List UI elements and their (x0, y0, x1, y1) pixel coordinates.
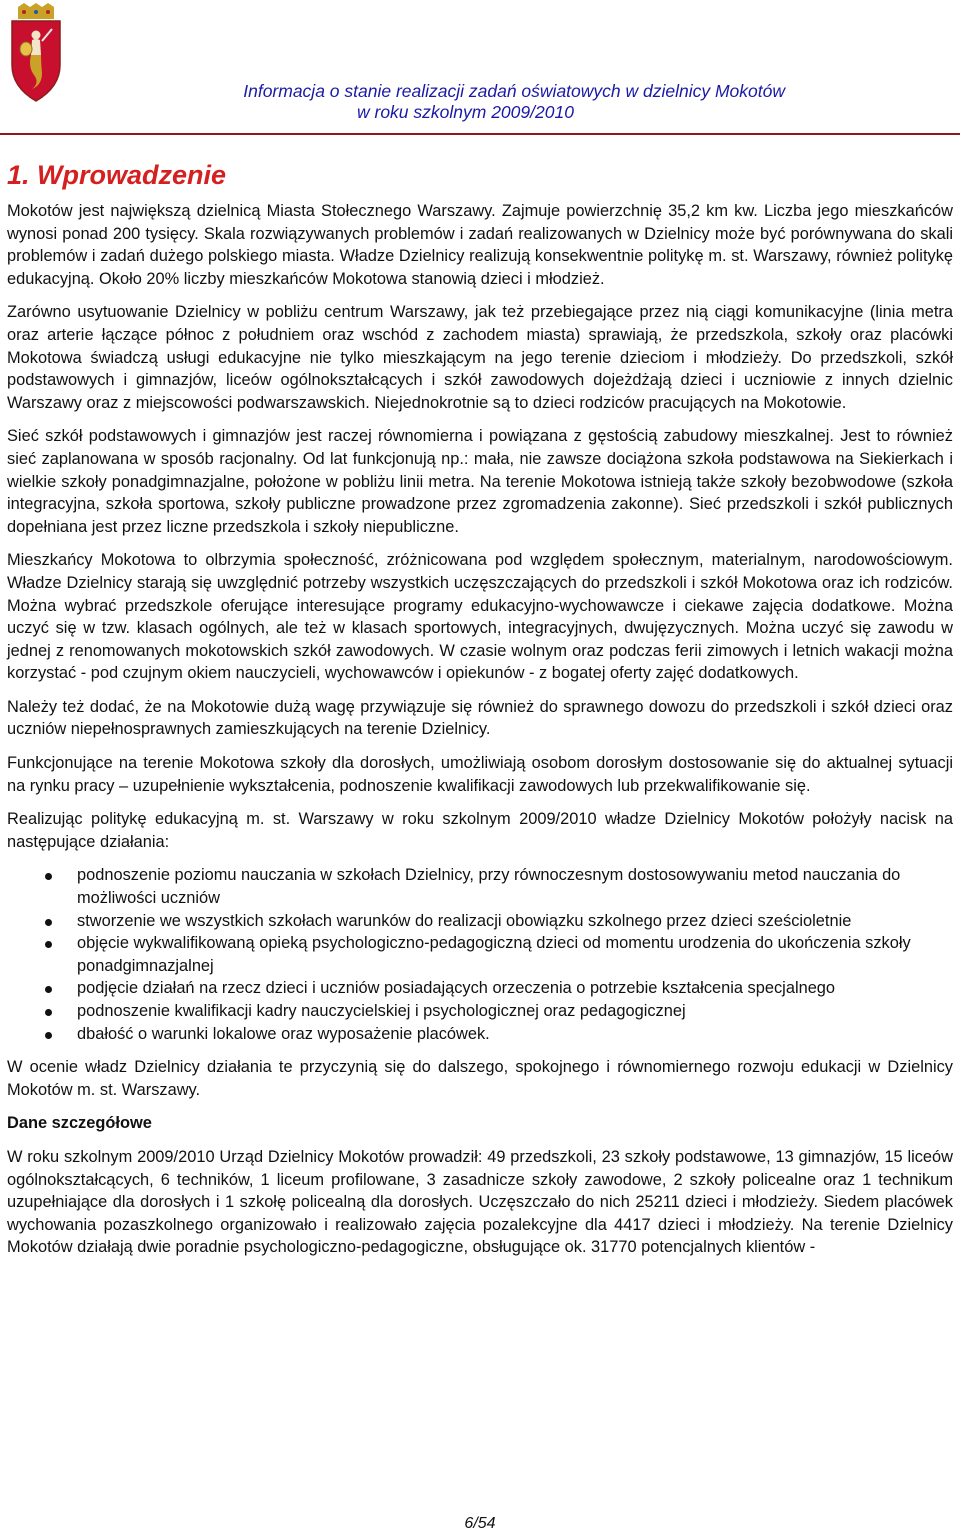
list-item (77, 1023, 953, 1046)
bullet-icon (45, 1009, 52, 1016)
list-item-text: podnoszenie kwalifikacji kadry nauczycielskiej i psychologicznej oraz pedagogicznej (77, 1002, 686, 1020)
bullet-icon (45, 986, 52, 993)
bullet-icon (45, 1032, 52, 1039)
list-item-text: objęcie wykwalifikowaną opieką psychologiczno-pedagogiczną dzieci od momentu urodzenia do ukończenia szkoły ponadgimnazjalnej (77, 934, 911, 975)
list-item (77, 864, 953, 909)
list-item (77, 910, 953, 933)
list-item-text: dbałość o warunki lokalowe oraz wyposażenie placówek. (77, 1024, 490, 1043)
paragraph: Zarówno usytuowanie Dzielnicy w pobliżu centrum Warszawy, jak też przebiegające przez nią ciągi komunikacyjne (linia metra oraz arterie łączące północ z południem oraz wschód z zachodem miasta) sprawiają, że przedszkola, szkoły oraz placówki Mokotowa świadczą usługi edukacyjne nie tylko mieszkającym na jego terenie dzieciom i młodzieży. Do przedszkoli, szkół podstawowych i gimnazjów, liceów ogólnokształcących i szkół zawodowych dojeżdżają dzieci i uczniowie z innych dzielnic Warszawy oraz z miejscowości podwarszawskich. Niejednokrotnie są to dzieci rodziców pracujących na Mokotowie. (7, 303, 953, 412)
warsaw-coat-of-arms-icon (8, 3, 64, 107)
action-list (7, 864, 953, 1045)
list-item-text: stworzenie we wszystkich szkołach warunków do realizacji obowiązku szkolnego przez dzieci sześcioletnie (77, 911, 852, 930)
page-number: 6/54 (464, 1515, 496, 1532)
list-item (77, 977, 953, 1000)
details-paragraph: W roku szkolnym 2009/2010 Urząd Dzielnicy Mokotów prowadził: 49 przedszkoli, 23 szkoły podstawowe, 13 gimnazjów, 15 liceów ogólnokształcących, 6 techników, 1 liceum profilowane, 3 zasadnicze szkoły zawodowe, 2 szkoły policealne oraz 1 technikum uzupełniające dla dorosłych i 1 szkołę policealną dla dorosłych. Uczęszczało do nich 25211 dzieci i młodzieży. Siedem placówek wychowania pozaszkolnego organizowało i realizowało zajęcia pozalekcyjne dla 4417 dzieci i młodzieży. Na terenie Dzielnicy Mokotów działają dwie poradnie psychologiczno-pedagogiczne, obsługujące ok. 31770 potencjalnych klientów - (7, 1147, 953, 1257)
header-divider (0, 133, 960, 135)
document-title: Informacja o stanie realizacji zadań oświatowych w dzielnicy Mokotów (243, 81, 785, 101)
list-item (77, 932, 953, 977)
paragraph: Należy też dodać, że na Mokotowie dużą wagę przywiązuje się również do sprawnego dowozu do przedszkoli i szkół dzieci oraz uczniów niepełnosprawnych zamieszkujących na terenie Dzielnicy. (7, 697, 953, 739)
main-content (7, 200, 953, 1270)
list-item-text: podnoszenie poziomu nauczania w szkołach Dzielnicy, przy równoczesnym dostosowywaniu metod nauczania do możliwości uczniów (77, 866, 901, 908)
paragraph: Mokotów jest największą dzielnicą Miasta Stołecznego Warszawy. Zajmuje powierzchnię 35,2 km kw. Liczba jego mieszkańców wynosi ponad 200 tysięcy. Skala rozwiązywanych problemów i zadań realizowanych w Dzielnicy może być porównywana do skali problemów i zadań dużego polskiego miasta. Władze Dzielnicy realizują konsekwentnie politykę m. st. Warszawy, również politykę edukacyjną. Około 20% liczby mieszkańców Mokotowa stanowią dzieci i młodzież. (7, 202, 953, 288)
paragraph: Mieszkańcy Mokotowa to olbrzymia społeczność, zróżnicowana pod względem społecznym, materialnym, narodowościowym. Władze Dzielnicy starają się uwzględnić potrzeby wszystkich uczęszczających do przedszkoli i szkół Mokotowa oraz ich rodziców. Można wybrać przedszkole oferujące interesujące programy edukacyjno-wychowawcze i ciekawe zajęcia dodatkowe. Można uczyć się w tzw. klasach ogólnych, ale też w klasach sportowych, integracyjnych, dwujęzycznych. Można uczyć się zawodu w jednej z renomowanych mokotowskich szkół zawodowych. W czasie wolnym oraz podczas ferii zimowych i letnich wakacji można korzystać - pod czujnym okiem nauczycieli, wychowawców i opiekunów - z bogatej oferty zajęć dodatkowych. (7, 551, 953, 683)
page-header (0, 0, 960, 140)
list-item-text: podjęcie działań na rzecz dzieci i uczniów posiadających orzeczenia o potrzebie kształcenia specjalnego (77, 979, 836, 998)
details-heading: Dane szczegółowe (7, 1114, 152, 1133)
bullet-icon (45, 941, 52, 948)
paragraph: Funkcjonujące na terenie Mokotowa szkoły dla dorosłych, umożliwiają osobom dorosłym dostosowanie się do aktualnej sytuacji na rynku pracy – uzupełnienie wykształcenia, podnoszenie kwalifikacji zawodowych lub przekwalifikowanie się. (7, 754, 953, 795)
bullet-icon (45, 919, 52, 926)
paragraph: Sieć szkół podstawowych i gimnazjów jest raczej równomierna i powiązana z gęstością zabudowy mieszkalnej. Jest to również sieć zaplanowana w sposób racjonalny. Od lat funkcjonują np.: mała, nie zawsze dociążona szkoła podstawowa na Siekierkach i wielkie szkoły ponadgimnazjalne, położone w pobliżu linii metra. Na terenie Mokotowa istnieją także szkoły bezobwodowe (szkoła integracyjna, szkoła sportowa, szkoły publiczne prowadzone przez zgromadzenia zakonne). Sieć przedszkoli i szkół publicznych dopełniana jest przez liczne przedszkola i szkoły niepubliczne. (7, 427, 953, 536)
document-subtitle: w roku szkolnym 2009/2010 (357, 102, 574, 122)
bullet-icon (45, 873, 52, 880)
list-item (77, 1000, 953, 1023)
closing-paragraph: W ocenie władz Dzielnicy działania te przyczynią się do dalszego, spokojnego i równomiernego rozwoju edukacji w Dzielnicy Mokotów m. st. Warszawy. (7, 1058, 953, 1099)
section-heading: 1. Wprowadzenie (7, 160, 227, 190)
paragraph: Realizując politykę edukacyjną m. st. Warszawy w roku szkolnym 2009/2010 władze Dzielnicy Mokotów położyły nacisk na następujące działania: (7, 810, 953, 851)
